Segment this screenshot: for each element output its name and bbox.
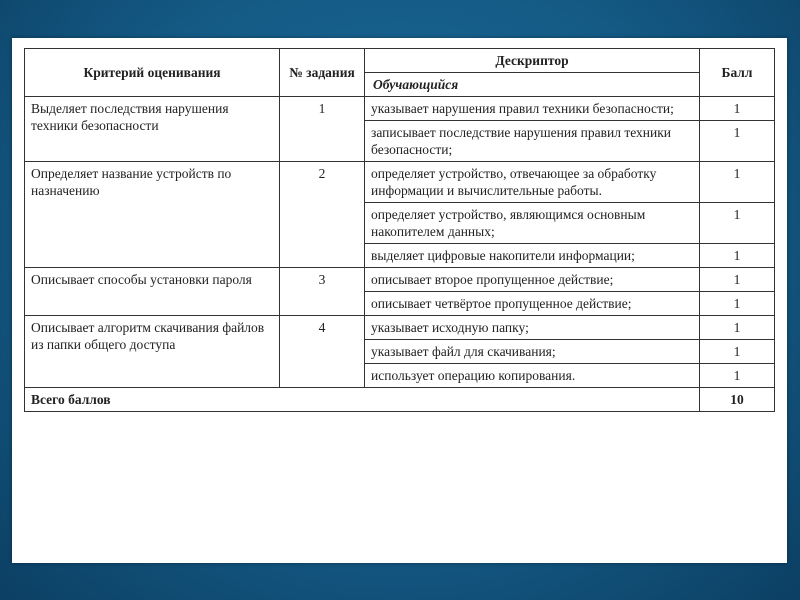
descriptor-cell: выделяет цифровые накопители информации; [365, 244, 700, 268]
table-row [25, 268, 775, 292]
criterion-cell: Описывает способы установки пароля [25, 268, 280, 316]
header-row [25, 49, 775, 73]
task-number: 4 [280, 316, 365, 388]
table-row [25, 316, 775, 340]
descriptor-cell: описывает четвёртое пропущенное действие; [365, 292, 700, 316]
score-cell: 1 [700, 203, 775, 244]
descriptor-cell: указывает файл для скачивания; [365, 340, 700, 364]
score-cell: 1 [700, 268, 775, 292]
score-cell: 1 [700, 162, 775, 203]
criterion-cell: Описывает алгоритм скачивания файлов из папки общего доступа [25, 316, 280, 388]
score-cell: 1 [700, 244, 775, 268]
header-task: № задания [280, 49, 365, 97]
descriptor-cell: определяет устройство, являющимся основным накопителем данных; [365, 203, 700, 244]
descriptor-cell: указывает исходную папку; [365, 316, 700, 340]
score-cell: 1 [700, 364, 775, 388]
descriptor-cell: определяет устройство, отвечающее за обработку информации и вычислительные работы. [365, 162, 700, 203]
descriptor-cell: записывает последствие нарушения правил техники безопасности; [365, 121, 700, 162]
header-descriptor: Дескриптор [365, 49, 700, 73]
descriptor-cell: использует операцию копирования. [365, 364, 700, 388]
criterion-cell: Выделяет последствия нарушения техники безопасности [25, 97, 280, 162]
total-score: 10 [700, 388, 775, 412]
score-cell: 1 [700, 292, 775, 316]
score-cell: 1 [700, 121, 775, 162]
task-number: 2 [280, 162, 365, 268]
task-number: 1 [280, 97, 365, 162]
descriptor-cell: описывает второе пропущенное действие; [365, 268, 700, 292]
slide [12, 38, 787, 563]
header-score: Балл [700, 49, 775, 97]
header-descriptor-sub: Обучающийся [365, 73, 700, 97]
score-cell: 1 [700, 316, 775, 340]
total-row [25, 388, 775, 412]
score-cell: 1 [700, 97, 775, 121]
table-row [25, 97, 775, 121]
score-cell: 1 [700, 340, 775, 364]
total-label: Всего баллов [25, 388, 700, 412]
table-row [25, 162, 775, 203]
task-number: 3 [280, 268, 365, 316]
header-criterion: Критерий оценивания [25, 49, 280, 97]
descriptor-cell: указывает нарушения правил техники безопасности; [365, 97, 700, 121]
criterion-cell: Определяет название устройств по назначению [25, 162, 280, 268]
assessment-table [24, 48, 775, 412]
